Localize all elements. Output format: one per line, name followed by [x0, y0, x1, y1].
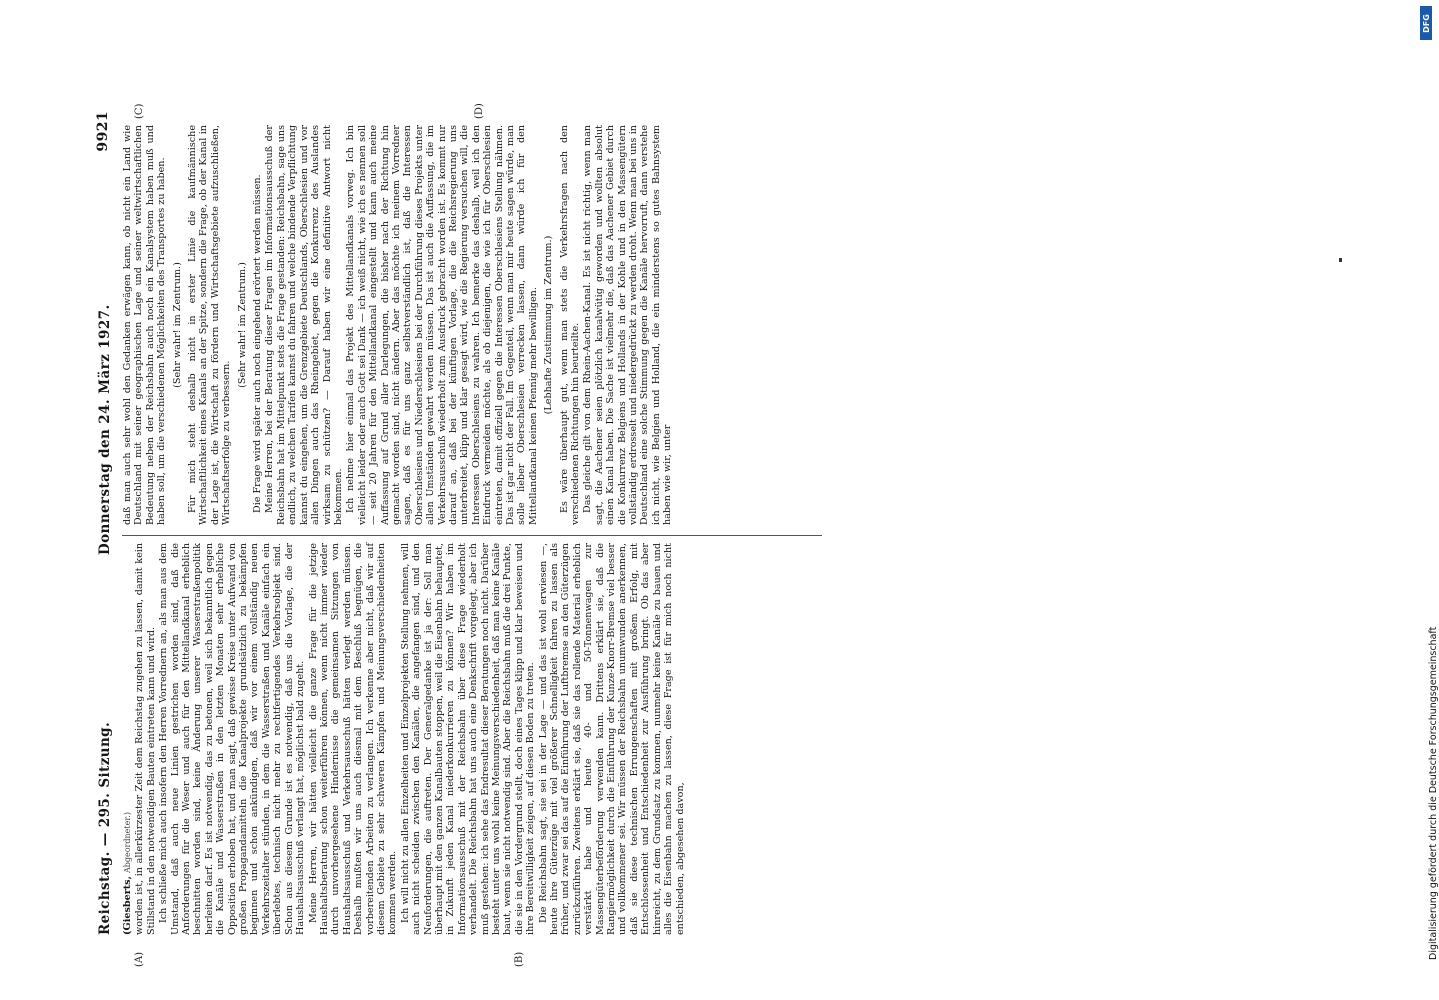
- dfg-logo-text: DFG: [1421, 13, 1431, 33]
- header-date: Donnerstag den 24. März 1927.: [97, 304, 113, 555]
- paragraph: Das gleiche gilt von dem Rhein-Aachen-Kanal. Es ist nicht richtig, wenn man sagt, die Aachener seien plötzlich kanalwütig geworden und wollten absolut einen Kanal haben. Die Sache ist vielmehr die, daß das Aachener Gebiet durch die Konkurrenz Belgiens und Hollands in der Kohle und in den Massengütern vollständig erdrosselt und niedergedrückt zu werden droht. Wenn man bei uns in Deutschland eine solche Stimmung gegen die Kanäle hervorruft, dann verstehe ich nicht, wie Belgien und Holland, die ein minderstens so gutes Bahnsystem haben wie wir, unter: [582, 125, 674, 525]
- ink-spot: [1339, 258, 1342, 262]
- paragraph: daß man auch sehr wohl den Gedanken erwägen kann, ob nicht ein Land wie Deutschland mit seiner geographischen Lage und seiner weltwirtschaftlichen Bedeutung neben der Reichsbahn auch noch ein Kanalsystem haben muß und haben soll, um die verschiedenen Möglichkeiten des Transportes zu haben.: [122, 125, 168, 525]
- paragraph: Für mich steht deshalb nicht in erster Linie die kaufmännische Wirtschaftlichkeit eines Kanals an der Spitze, sondern die Frage, ob der Kanal in der Lage ist, die Wirtschaft zu fördern und Wirtschaftsgebiete aufzuschließen, Wirtschaftserfolge zu verbessern.: [187, 125, 233, 525]
- paragraph: Die Reichsbahn sagt, sie sei in der Lage — und das ist wohl erwiesen —, heute ihre Güterzüge mit viel größerer Schnelligkeit fahren zu lassen als früher, und zwar sei das auf die Einführung der Luftbremse an den Güterzügen zurückzuführen. Zweitens erklärt sie, daß sie das rollende Material erheblich verstärkt habe und heute 40- und 50-Tonnenwagen zur Massengüterbeförderung verwenden kann. Drittens erklärt sie, daß die Rangiermöglichkeit durch die Einführung der Kunze-Knorr-Bremse viel besser und vollkommener sei. Wir müssen der Reichsbahn unumwunden anerkennen, daß sie diese technischen Errungenschaften mit großem Erfolg, mit Entschlossenheit und Entschiedenheit zur Ausführung bringt. Ob das aber hinreicht, zu dem Grundsatz zu kommen, nunmehr keine Kanäle zu bauen und alles die Eisenbahn machen zu lassen, diese Frage ist für mich noch nicht entschieden, abgesehen davon,: [537, 543, 686, 935]
- paragraph: Es wäre überhaupt gut, wenn man stets die Verkehrsfragen nach den verschiedenen Richtungen hin beurteilte.: [558, 125, 582, 525]
- funding-note: Digitalisierung gefördert durch die Deutsche Forschungsgemeinschaft: [1428, 626, 1439, 960]
- interjection: (Sehr wahr! im Zentrum.): [171, 262, 183, 388]
- margin-marker-b: (B): [514, 951, 525, 967]
- speaker-role: Abgeordneter.): [123, 812, 132, 874]
- margin-marker-d: (D): [474, 103, 485, 119]
- page-number: 9921: [95, 111, 111, 152]
- paragraph: Meine Herren, bei der Beratung dieser Fragen im Informationsausschuß der Reichsbahn hat im Mittelpunkt stets die Frage gestanden: Reichsbahn, sage uns endlich, zu welchen Tarifen kannst du fahren und welche bindende Verpflichtung kannst du eingehen, um die Grenzgebiete Deutschlands, Oberschlesien und vor allen Dingen auch das Rheingebiet, gegen die Konkurrenz des Auslandes wirksam zu schützen? — Darauf haben wir eine definitive Antwort nicht bekommen.: [264, 125, 344, 525]
- paragraph: Ich nehme hier einmal das Projekt des Mittellandkanals vorweg. Ich bin vielleicht leider oder auch Gott sei Dank — ich weiß nicht, wie ich es nennen soll — seit 20 Jahren für den Mittellandkanal eingestellt und kann auch meine Auffassung auf Grund aller Darlegungen, die bisher nach der Richtung hin gemacht worden sind, nicht ändern. Aber das möchte ich meinem Vorredner sagen, daß es für uns ganz selbstverständlich ist, daß die Interessen Oberschlesiens und Niederschlesiens bei der Durchführung dieses Projekts unter allen Umständen gewahrt werden müssen. Das ist auch die Auffassung, die im Verkehrsausschuß wiederholt zum Ausdruck gebracht worden ist. Es kommt nur darauf an, daß bei der künftigen Vorlage, die die Reichsregierung uns unterbreitet, klipp und klar gesagt wird, wie die Regierung versuchen will, die Interessen Oberschlesiens zu wahren. Ich bemerke das deshalb, weil ich den Eindruck vermeiden möchte, als ob diejenigen, die wie ich für Oberschlesien eintreten, damit offiziell gegen die Interessen Oberschlesiens Stellung nähmen. Das ist gar nicht der Fall. Im Gegenteil, wenn man mir heute sagen würde, man solle lieber Oberschlesien verrecken lassen, dann würde ich für den Mittellandkanal keinen Pfennig mehr bewilligen.: [345, 125, 539, 525]
- speaker-line: [122, 543, 133, 935]
- rotated-document-page: [94, 103, 834, 967]
- paragraph: Ich will nicht zu allen Einzelheiten und Einzelprojekten Stellung nehmen, will auch nicht scheiden zwischen den Kanälen, die angefangen sind, und den Neuforderungen, die auftreten. Der Generalgedanke ist ja der: Soll man überhaupt mit den ganzen Kanalbauten stoppen, weil die Eisenbahn behauptet, in Zukunft jeden Kanal niederkonkurrieren zu können? Wir haben im Informationsausschuß mit der Reichsbahn über diese Frage wiederholt verhandelt. Die Reichsbahn hat uns auch eine Denkschrift vorgelegt, aber ich muß gestehen: ich sehe das Endresultat dieser Beratungen noch nicht. Darüber besteht unter uns wohl keine Meinungsverschiedenheit, daß man keine Kanäle baut, wenn sie nicht notwendig sind. Aber die Reichsbahn muß die drei Punkte, die sie in den Vordergrund stellt, doch eines Tages klipp und klar beweisen und ihre Bereitwilligkeit zeigen, auf diesen Boden zu treten.: [399, 543, 537, 935]
- interjection: (Sehr wahr! im Zentrum.): [236, 262, 248, 388]
- margin-marker-a: (A): [134, 951, 145, 967]
- column-divider: [122, 535, 822, 536]
- left-column: [122, 543, 830, 935]
- header-left: Reichstag. — 295. Sitzung.: [97, 721, 113, 935]
- page-header: [94, 105, 116, 945]
- margin-marker-c: (C): [134, 103, 145, 119]
- paragraph: Meine Herren, wir hätten vielleicht die ganze Frage für die jetzige Haushaltsberatung schon weiterführen können, wenn nicht immer wieder durch unvorhergesehene Hindernisse die gemeinsamen Sitzungen von Haushaltsausschuß und Verkehrsausschuß hätten verlegt werden müssen. Deshalb mußten wir uns auch diesmal mit dem Beschluß begnügen, die vorbereitenden Arbeiten zu verlangen. Ich verkenne aber nicht, daß wir auf diesem Gebiete zu sehr schweren Kämpfen und Meinungsverschiedenheiten kommen werden.: [307, 543, 399, 935]
- paragraph: worden ist, in allerkürzester Zeit dem Reichstag zugehen zu lassen, damit kein Stillstand in den notwendigen Bauten eintreten kann und wird.: [134, 543, 157, 935]
- paragraph: Ich schließe mich auch insofern den Herren Vorrednern an, als man aus dem Umstand, daß auch neue Linien gestrichen worden sind, daß die Anforderungen für die Weser und auch für den Mittellandkanal erheblich beschnitten worden sind, keine Änderung unserer Wasserstraßenpolitik herleiten darf. Es ist notwendig, das zu betonen, weil sich bekanntlich gegen die Kanäle und Wasserstraßen in den letzten Monaten sehr erhebliche Opposition erhoben hat, und man sagt, daß gewisse Kreise unter Aufwand von großen Propagandamitteln die Kanalprojekte grundsätzlich zu bekämpfen beginnen und schon ankündigen, daß wir vor einem vollständig neuen Verkehrszeitalter stünden, in dem die Wasserstraßen und Kanäle einfach ein überlebtes, technisch nicht mehr zu rechtfertigendes Verkehrsobjekt sind. Schon aus diesem Grunde ist es notwendig, daß uns die Vorlage, die der Haushaltsausschuß verlangt hat, möglichst bald zugeht.: [158, 543, 307, 935]
- dfg-logo: [1420, 6, 1432, 40]
- interjection: (Lebhafte Zustimmung im Zentrum.): [543, 235, 555, 415]
- right-column: [122, 125, 830, 525]
- speaker-name: (Giesberts,: [122, 876, 133, 935]
- paragraph: Die Frage wird später auch noch eingehend erörtert werden müssen.: [252, 174, 264, 513]
